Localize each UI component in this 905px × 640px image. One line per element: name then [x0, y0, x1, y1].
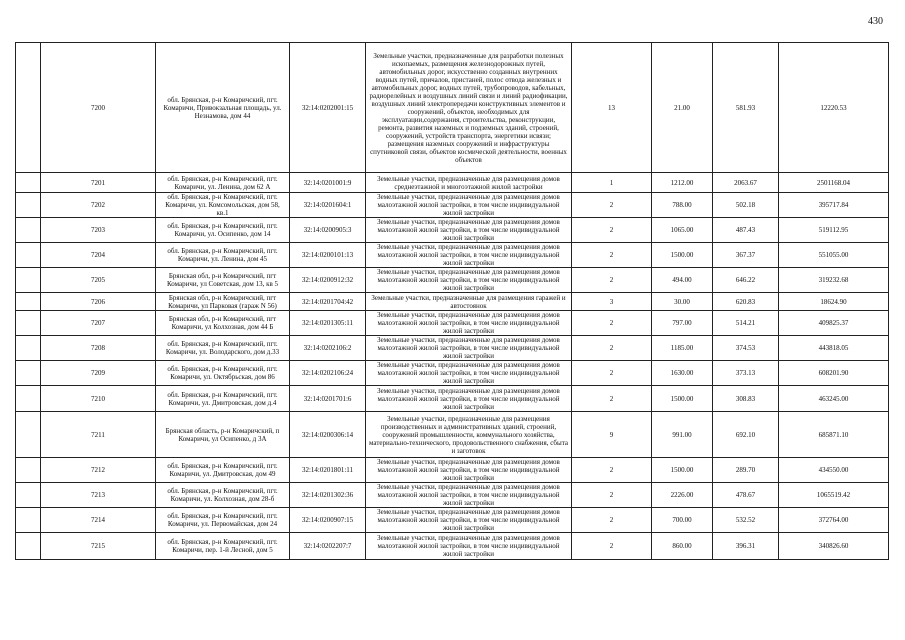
cell-cadastral-value: 1065519.42 [779, 483, 889, 508]
cell-cadastral-value: 434550.00 [779, 458, 889, 483]
cell-blank [16, 173, 41, 193]
cell-cadastral-value: 319232.68 [779, 268, 889, 293]
cell-address: обл. Брянская, р-н Комаричский, пгт. Комаричи, ул. Первомайская, дом 24 [156, 508, 290, 533]
cell-area: 1630.00 [652, 361, 713, 386]
cell-use-code: 2 [572, 243, 652, 268]
cell-use-code: 2 [572, 311, 652, 336]
cell-address: обл. Брянская, р-н Комаричский, пгт. Комаричи, ул. Дмитровская, дом д.4 [156, 386, 290, 412]
cell-address: обл. Брянская, р-н Комаричский, пгт. Комаричи, ул. Ленина, дом 45 [156, 243, 290, 268]
cell-blank [16, 458, 41, 483]
cell-blank [16, 193, 41, 218]
cell-cadastral-number: 32:14:0202207:7 [290, 533, 366, 560]
cell-land-use: Земельные участки, предназначенные для размещения производственных и административных зданий, строений, сооружений промышленности, коммунального хозяйства, материально-технического, продовольственного снабжения, сбыта и заготовок [366, 412, 572, 458]
cell-address: Брянская обл, р-н Комаричский, пгт Комаричи, ул Советская, дом 13, кв 5 [156, 268, 290, 293]
table-row [16, 243, 889, 268]
cell-specific-value: 502.18 [713, 193, 779, 218]
cell-area: 1212.00 [652, 173, 713, 193]
cell-land-use: Земельные участки, предназначенные для размещения домов малоэтажной жилой застройки, в том числе индивидуальной жилой застройки [366, 483, 572, 508]
cell-use-code: 1 [572, 173, 652, 193]
cell-row-number: 7202 [41, 193, 156, 218]
cell-row-number: 7212 [41, 458, 156, 483]
cell-specific-value: 514.21 [713, 311, 779, 336]
cell-blank [16, 218, 41, 243]
cell-cadastral-value: 443818.05 [779, 336, 889, 361]
cell-use-code: 3 [572, 293, 652, 311]
cell-land-use: Земельные участки, предназначенные для размещения домов малоэтажной жилой застройки, в том числе индивидуальной жилой застройки [366, 386, 572, 412]
cell-specific-value: 478.67 [713, 483, 779, 508]
cell-use-code: 2 [572, 508, 652, 533]
table-row [16, 533, 889, 560]
table-row [16, 293, 889, 311]
cell-row-number: 7200 [41, 43, 156, 173]
cell-row-number: 7211 [41, 412, 156, 458]
cell-address: обл. Брянская, р-н Комаричский, пгт. Комаричи, ул. Дмитровская, дом 49 [156, 458, 290, 483]
cell-cadastral-number: 32:14:0201302:36 [290, 483, 366, 508]
cell-blank [16, 412, 41, 458]
table-row [16, 386, 889, 412]
cell-use-code: 2 [572, 218, 652, 243]
cell-row-number: 7207 [41, 311, 156, 336]
cell-cadastral-number: 32:14:0200912:32 [290, 268, 366, 293]
cell-blank [16, 243, 41, 268]
table-row [16, 336, 889, 361]
cell-specific-value: 646.22 [713, 268, 779, 293]
cell-cadastral-number: 32:14:0201704:42 [290, 293, 366, 311]
cell-land-use: Земельные участки, предназначенные для размещения домов среднеэтажной и многоэтажной жилой застройки [366, 173, 572, 193]
cell-row-number: 7215 [41, 533, 156, 560]
cell-use-code: 2 [572, 268, 652, 293]
cell-cadastral-value: 519112.95 [779, 218, 889, 243]
cell-cadastral-number: 32:14:0202106:24 [290, 361, 366, 386]
cell-row-number: 7214 [41, 508, 156, 533]
cell-specific-value: 367.37 [713, 243, 779, 268]
cell-row-number: 7206 [41, 293, 156, 311]
cell-use-code: 2 [572, 483, 652, 508]
cell-address: Брянская область, р-н Комаричский, п Комаричи, ул Осипенко, д 3А [156, 412, 290, 458]
cell-area: 1500.00 [652, 458, 713, 483]
cell-use-code: 2 [572, 361, 652, 386]
cell-row-number: 7201 [41, 173, 156, 193]
cell-cadastral-number: 32:14:0201801:11 [290, 458, 366, 483]
cell-land-use: Земельные участки, предназначенные для размещения домов малоэтажной жилой застройки, в том числе индивидуальной жилой застройки [366, 458, 572, 483]
cell-area: 788.00 [652, 193, 713, 218]
cell-specific-value: 373.13 [713, 361, 779, 386]
cell-use-code: 2 [572, 336, 652, 361]
cell-row-number: 7208 [41, 336, 156, 361]
cell-cadastral-value: 12220.53 [779, 43, 889, 173]
cell-row-number: 7204 [41, 243, 156, 268]
cell-specific-value: 620.83 [713, 293, 779, 311]
cell-area: 1185.00 [652, 336, 713, 361]
cell-row-number: 7209 [41, 361, 156, 386]
table-row [16, 193, 889, 218]
cell-specific-value: 396.31 [713, 533, 779, 560]
cell-cadastral-value: 685871.10 [779, 412, 889, 458]
cadastral-value-table [15, 42, 889, 560]
cell-address: обл. Брянская, р-н Комаричский, пгт. Комаричи, пер. 1-й Лесной, дом 5 [156, 533, 290, 560]
cell-area: 494.00 [652, 268, 713, 293]
table-row [16, 268, 889, 293]
cell-area: 991.00 [652, 412, 713, 458]
cell-land-use: Земельные участки, предназначенные для размещения домов малоэтажной жилой застройки, в том числе индивидуальной жилой застройки [366, 243, 572, 268]
cell-cadastral-number: 32:14:0200101:13 [290, 243, 366, 268]
cell-land-use: Земельные участки, предназначенные для размещения домов малоэтажной жилой застройки, в том числе индивидуальной жилой застройки [366, 533, 572, 560]
cell-specific-value: 308.83 [713, 386, 779, 412]
cell-cadastral-value: 2501168.04 [779, 173, 889, 193]
cell-blank [16, 386, 41, 412]
cell-land-use: Земельные участки, предназначенные для разработки полезных ископаемых, размещения железнодорожных путей, автомобильных дорог, искусственно созданных внутренних водных путей, причалов, пристаней, полос отвода железных и автомобильных дорог, водных путей, трубопроводов, кабельных, радиорелейных и воздушных линий связи и линий радиофикации, воздушных линий электропередачи конструктивных элементов и сооружений, объектов, необходимых для эксплуатации,содержания, строительства, реконструкции, ремонта, развития наземных и подземных зданий, строений, сооружений, устройств транспорта, энергетики исвязи; размещения наземных сооружений и инфраструктуры спутниковой связи, объектов космической деятельности, военных объектов [366, 43, 572, 173]
cell-land-use: Земельные участки, предназначенные для размещения домов малоэтажной жилой застройки, в том числе индивидуальной жилой застройки [366, 361, 572, 386]
table-row [16, 458, 889, 483]
cell-cadastral-value: 551055.00 [779, 243, 889, 268]
cell-use-code: 2 [572, 458, 652, 483]
cell-cadastral-value: 463245.00 [779, 386, 889, 412]
cell-address: обл. Брянская, р-н Комаричский, пгт. Комаричи, ул. Комсомольская, дом 58, кв.1 [156, 193, 290, 218]
table-row [16, 173, 889, 193]
cell-blank [16, 361, 41, 386]
table-row [16, 508, 889, 533]
cell-address: обл. Брянская, р-н Комаричский, пгт. Комаричи, Привокзальная площадь, ул. Незнамова, дом 44 [156, 43, 290, 173]
cell-blank [16, 483, 41, 508]
cell-specific-value: 532.52 [713, 508, 779, 533]
cell-land-use: Земельные участки, предназначенные для размещения домов малоэтажной жилой застройки, в том числе индивидуальной жилой застройки [366, 311, 572, 336]
cell-cadastral-number: 32:14:0200905:3 [290, 218, 366, 243]
cell-cadastral-value: 409825.37 [779, 311, 889, 336]
cell-specific-value: 581.93 [713, 43, 779, 173]
cell-cadastral-number: 32:14:0201701:6 [290, 386, 366, 412]
cell-cadastral-value: 608201.90 [779, 361, 889, 386]
cell-cadastral-number: 32:14:0200306:14 [290, 412, 366, 458]
cell-area: 1065.00 [652, 218, 713, 243]
cell-blank [16, 43, 41, 173]
cell-area: 1500.00 [652, 243, 713, 268]
cell-area: 860.00 [652, 533, 713, 560]
cell-blank [16, 293, 41, 311]
cell-row-number: 7203 [41, 218, 156, 243]
cell-area: 797.00 [652, 311, 713, 336]
cell-cadastral-number: 32:14:0202001:15 [290, 43, 366, 173]
table-row [16, 311, 889, 336]
cell-area: 21.00 [652, 43, 713, 173]
cell-area: 30.00 [652, 293, 713, 311]
cell-specific-value: 487.43 [713, 218, 779, 243]
table-row [16, 483, 889, 508]
cell-address: Брянская обл, р-н Комаричский, пгт Комаричи, ул Парковая (гараж N 56) [156, 293, 290, 311]
cell-specific-value: 374.53 [713, 336, 779, 361]
cell-land-use: Земельные участки, предназначенные для размещения гаражей и автостоянок [366, 293, 572, 311]
cell-address: обл. Брянская, р-н Комаричский, пгт. Комаричи, ул. Октябрьская, дом 86 [156, 361, 290, 386]
cell-cadastral-number: 32:14:0201001:9 [290, 173, 366, 193]
cell-specific-value: 692.10 [713, 412, 779, 458]
cell-use-code: 9 [572, 412, 652, 458]
table-row [16, 218, 889, 243]
cell-address: обл. Брянская, р-н Комаричский, пгт. Комаричи, ул. Володарского, дом д.33 [156, 336, 290, 361]
cell-row-number: 7205 [41, 268, 156, 293]
cell-land-use: Земельные участки, предназначенные для размещения домов малоэтажной жилой застройки, в том числе индивидуальной жилой застройки [366, 218, 572, 243]
table-row [16, 43, 889, 173]
cell-address: обл. Брянская, р-н Комаричский, пгт. Комаричи, ул. Осипенко, дом 14 [156, 218, 290, 243]
cell-use-code: 2 [572, 533, 652, 560]
cell-land-use: Земельные участки, предназначенные для размещения домов малоэтажной жилой застройки, в том числе индивидуальной жилой застройки [366, 508, 572, 533]
cell-cadastral-number: 32:14:0201305:11 [290, 311, 366, 336]
cell-blank [16, 508, 41, 533]
cell-specific-value: 289.70 [713, 458, 779, 483]
table-row [16, 361, 889, 386]
cell-blank [16, 533, 41, 560]
cell-blank [16, 336, 41, 361]
cell-cadastral-value: 395717.84 [779, 193, 889, 218]
cell-cadastral-value: 340826.60 [779, 533, 889, 560]
cell-land-use: Земельные участки, предназначенные для размещения домов малоэтажной жилой застройки, в том числе индивидуальной жилой застройки [366, 268, 572, 293]
cell-row-number: 7213 [41, 483, 156, 508]
page-number: 430 [868, 16, 883, 27]
cell-cadastral-number: 32:14:0202106:2 [290, 336, 366, 361]
table-row [16, 412, 889, 458]
cell-specific-value: 2063.67 [713, 173, 779, 193]
cell-address: обл. Брянская, р-н Комаричский, пгт. Комаричи, ул. Колхозная, дом 28-б [156, 483, 290, 508]
cell-blank [16, 311, 41, 336]
cell-cadastral-number: 32:14:0200907:15 [290, 508, 366, 533]
cell-address: обл. Брянская, р-н Комаричский, пгт. Комаричи, ул. Ленина, дом 62 А [156, 173, 290, 193]
cell-use-code: 2 [572, 193, 652, 218]
cell-land-use: Земельные участки, предназначенные для размещения домов малоэтажной жилой застройки, в том числе индивидуальной жилой застройки [366, 336, 572, 361]
cell-address: Брянская обл, р-н Комаричский, пгт Комаричи, ул Колхозная, дом 44 Б [156, 311, 290, 336]
cell-row-number: 7210 [41, 386, 156, 412]
cell-area: 700.00 [652, 508, 713, 533]
cell-land-use: Земельные участки, предназначенные для размещения домов малоэтажной жилой застройки, в том числе индивидуальной жилой застройки [366, 193, 572, 218]
cell-use-code: 2 [572, 386, 652, 412]
cell-blank [16, 268, 41, 293]
cell-area: 1500.00 [652, 386, 713, 412]
cell-cadastral-value: 372764.00 [779, 508, 889, 533]
cell-area: 2226.00 [652, 483, 713, 508]
cell-use-code: 13 [572, 43, 652, 173]
cell-cadastral-value: 18624.90 [779, 293, 889, 311]
cell-cadastral-number: 32:14:0201604:1 [290, 193, 366, 218]
